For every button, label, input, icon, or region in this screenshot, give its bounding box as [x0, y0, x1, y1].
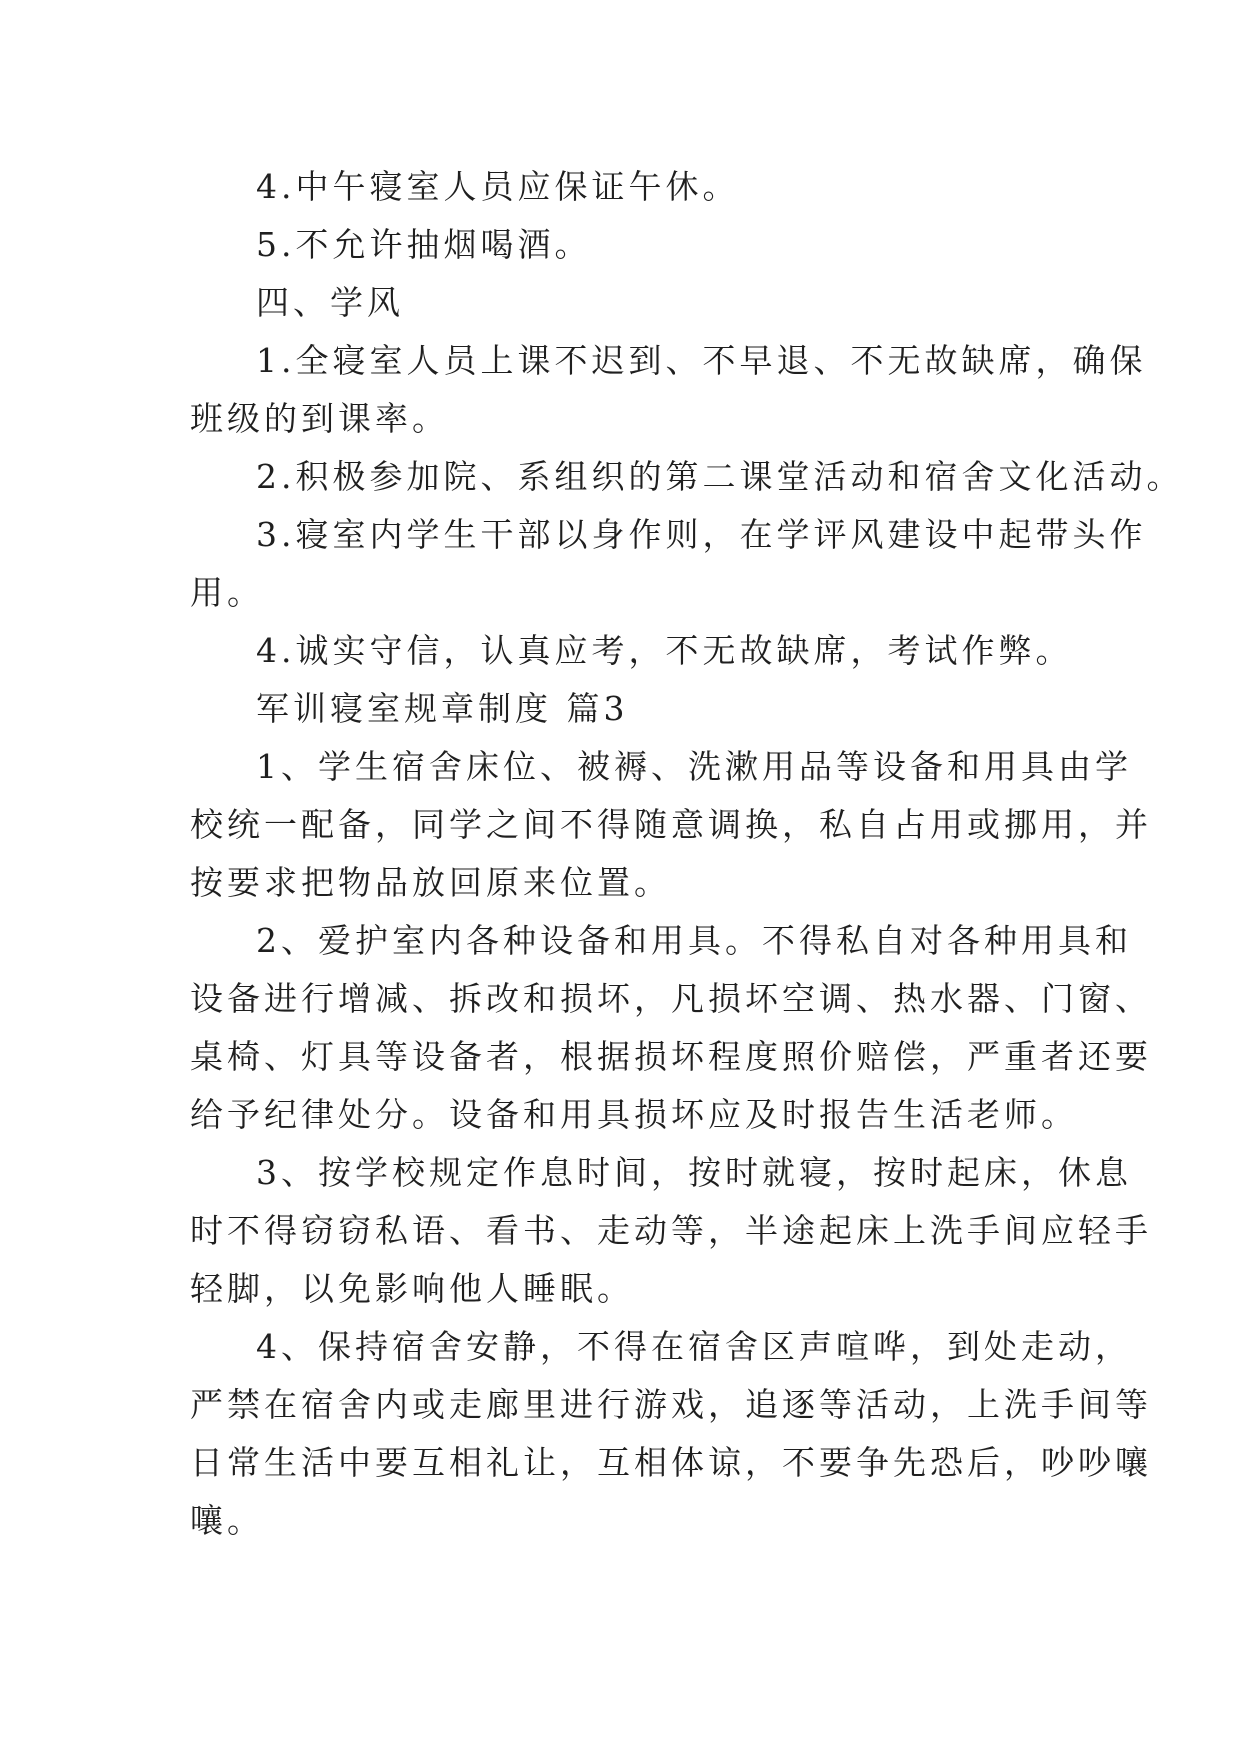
article-title: 军训寝室规章制度 篇3 — [256, 689, 629, 728]
text-line: 用。 — [190, 573, 264, 612]
text-line: 时不得窃窃私语、看书、走动等，半途起床上洗手间应轻手 — [190, 1211, 1152, 1250]
text-line: 3、按学校规定作息时间，按时就寝，按时起床，休息 — [256, 1153, 1132, 1192]
text-line: 4、保持宿舍安静，不得在宿舍区声喧哗，到处走动， — [256, 1327, 1132, 1366]
text-line: 2、爱护室内各种设备和用具。不得私自对各种用具和 — [256, 921, 1132, 960]
text-line: 设备进行增减、拆改和损坏，凡损坏空调、热水器、门窗、 — [190, 979, 1152, 1018]
text-line: 4.诚实守信，认真应考，不无故缺席，考试作弊。 — [256, 631, 1073, 670]
section-heading: 四、学风 — [256, 283, 404, 322]
text-line: 4.中午寝室人员应保证午休。 — [256, 167, 740, 206]
text-line: 1.全寝室人员上课不迟到、不早退、不无故缺席，确保 — [256, 341, 1147, 380]
text-line: 桌椅、灯具等设备者，根据损坏程度照价赔偿，严重者还要 — [190, 1037, 1152, 1076]
text-line: 校统一配备，同学之间不得随意调换，私自占用或挪用，并 — [190, 805, 1152, 844]
text-line: 轻脚，以免影响他人睡眠。 — [190, 1269, 634, 1308]
text-line: 3.寝室内学生干部以身作则，在学评风建设中起带头作 — [256, 515, 1147, 554]
text-line: 1、学生宿舍床位、被褥、洗漱用品等设备和用具由学 — [256, 747, 1132, 786]
text-line: 给予纪律处分。设备和用具损坏应及时报告生活老师。 — [190, 1095, 1078, 1134]
text-line: 班级的到课率。 — [190, 399, 449, 438]
text-line: 严禁在宿舍内或走廊里进行游戏，追逐等活动，上洗手间等 — [190, 1385, 1152, 1424]
text-line: 2.积极参加院、系组织的第二课堂活动和宿舍文化活动。 — [256, 457, 1184, 496]
document-body — [190, 158, 1184, 1550]
text-line: 5.不允许抽烟喝酒。 — [256, 225, 592, 264]
text-line: 嚷。 — [190, 1501, 264, 1540]
text-line: 按要求把物品放回原来位置。 — [190, 863, 671, 902]
text-line: 日常生活中要互相礼让，互相体谅，不要争先恐后，吵吵嚷 — [190, 1443, 1152, 1482]
